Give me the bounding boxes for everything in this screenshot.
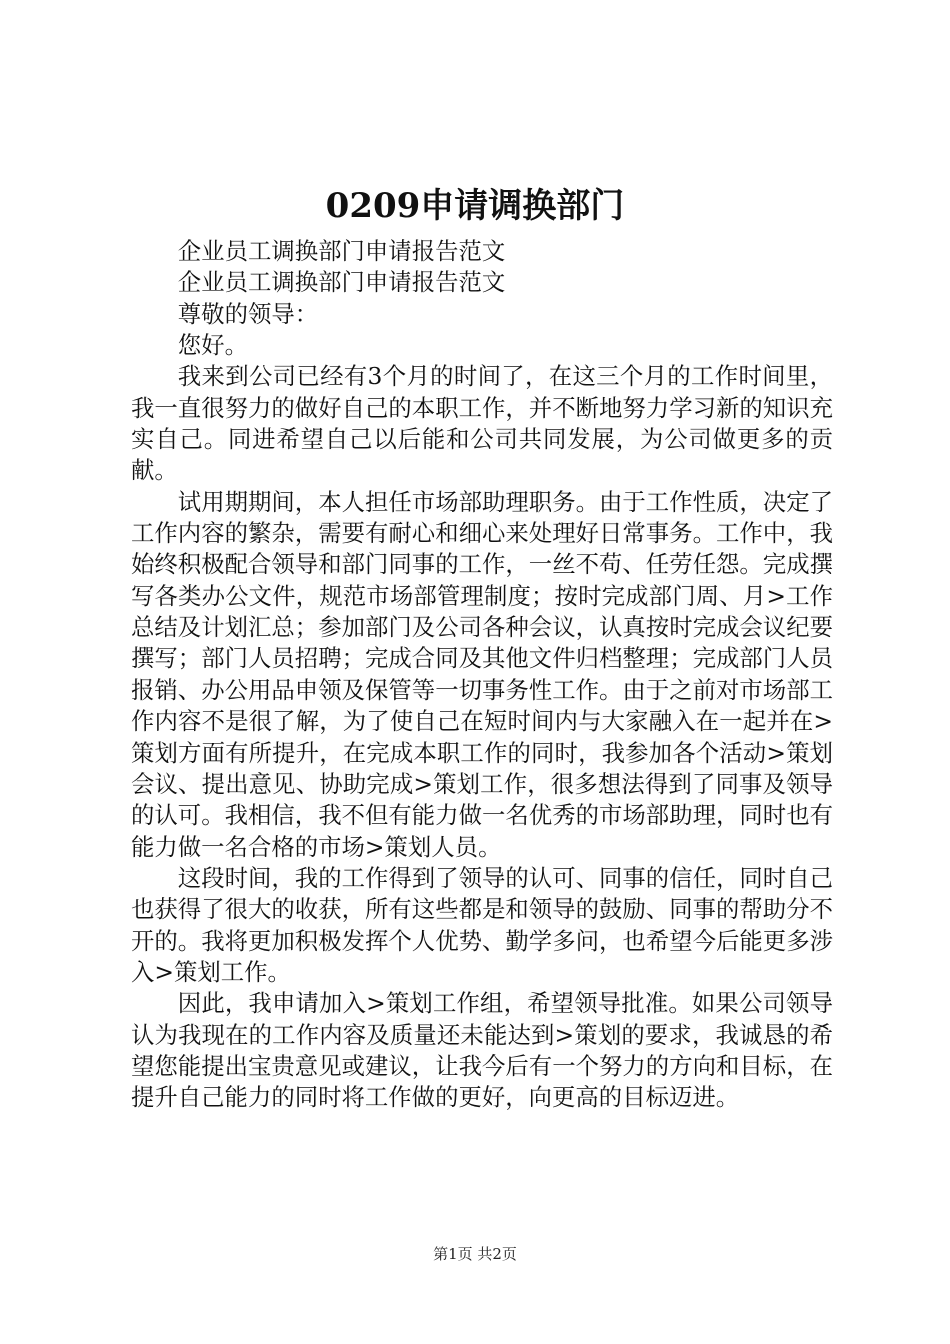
page-footer: 第1页 共2页 — [433, 1245, 517, 1263]
paragraph-greeting: 您好。 — [177, 331, 248, 360]
paragraph-body-4: 因此，我申请加入>策划工作组，希望领导批准。如果公司领导认为我现在的工作内容及质量还未能达到>策划的要求，我诚恳的希望您能提出宝贵意见或建议，让我今后有一个努力的方向和目标，在提升自己能力的同时将工作做的更好，向更高的目标迈进。 — [131, 989, 833, 1112]
paragraph-heading-1: 企业员工调换部门申请报告范文 — [177, 237, 506, 265]
document-title: 0209申请调换部门 — [325, 186, 625, 226]
paragraph-body-3: 这段时间，我的工作得到了领导的认可、同事的信任，同时自己也获得了很大的收获，所有这些都是和领导的鼓励、同事的帮助分不开的。我将更加积极发挥个人优势、勤学多问，也希望今后能更多涉入>策划工作。 — [131, 863, 833, 986]
paragraph-salutation: 尊敬的领导： — [177, 299, 319, 328]
paragraph-body-2: 试用期期间，本人担任市场部助理职务。由于工作性质，决定了工作内容的繁杂，需要有耐心和细心来处理好日常事务。工作中，我始终积极配合领导和部门同事的工作，一丝不苟、任劳任怨。完成撰写各类办公文件，规范市场部管理制度；按时完成部门周、月>工作总结及计划汇总；参加部门及公司各种会议，认真按时完成会议纪要撰写；部门人员招聘；完成合同及其他文件归档整理；完成部门人员报销、办公用品申领及保管等一切事务性工作。由于之前对市场部工作内容不是很了解，为了使自己在短时间内与大家融入在一起并在>策划方面有所提升，在完成本职工作的同时，我参加各个活动>策划会议、提出意见、协助完成>策划工作，很多想法得到了同事及领导的认可。我相信，我不但有能力做一名优秀的市场部助理，同时也有能力做一名合格的市场>策划人员。 — [131, 487, 833, 861]
document-body — [131, 236, 833, 1114]
paragraph-body-1: 我来到公司已经有3个月的时间了，在这三个月的工作时间里，我一直很努力的做好自己的本职工作，并不断地努力学习新的知识充实自己。同进希望自己以后能和公司共同发展，为公司做更多的贡献。 — [131, 362, 833, 485]
paragraph-heading-2: 企业员工调换部门申请报告范文 — [177, 268, 506, 297]
